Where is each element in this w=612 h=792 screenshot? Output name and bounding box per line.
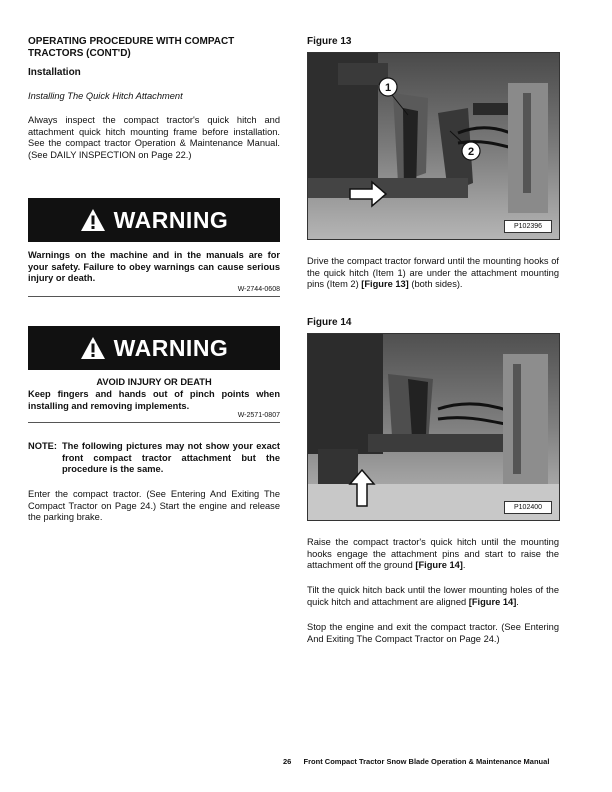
warning-banner-1 <box>28 198 280 242</box>
divider <box>28 422 280 423</box>
warning-code-2: W-2571-0807 <box>237 412 280 419</box>
raise-hitch-text-end: . <box>462 560 466 571</box>
warning-banner-2 <box>28 326 280 370</box>
warning-triangle-icon <box>80 336 106 360</box>
drive-forward-paragraph <box>307 256 559 291</box>
warning-text-2: Keep fingers and hands out of pinch points when installing and removing implements. <box>28 389 280 411</box>
tilt-hitch-text: Tilt the quick hitch back until the lower mounting holes of the quick hitch and attachment are aligned <box>307 585 559 607</box>
note-text: The following pictures may not show your exact front compact tractor attachment but the procedure is the same. <box>62 441 280 475</box>
raise-hitch-text: Raise the compact tractor's quick hitch until the mounting hooks engage the attachment pins and start to raise the attachment off the ground <box>307 537 559 571</box>
figure-13-ref: [Figure 13] <box>361 279 409 290</box>
drive-forward-text: Drive the compact tractor forward until the mounting hooks of the quick hitch (Item 1) are under the attachment mounting pins (Item 2) <box>307 256 559 290</box>
section-heading: OPERATING PROCEDURE WITH COMPACT TRACTORS (CONT'D) <box>28 36 235 59</box>
figure-14-code: P102400 <box>504 501 552 514</box>
note-block <box>28 441 280 476</box>
figure-13-label: Figure 13 <box>307 36 352 47</box>
inspection-paragraph: Always inspect the compact tractor's quick hitch and attachment quick hitch mounting frame before installation. See the compact tractor Operation & Maintenance Manual. (See DAILY INSPECTION on Page 22.) <box>28 115 280 160</box>
figure-14-ref-2: [Figure 14] <box>468 596 517 607</box>
quick-hitch-photo-13 <box>308 53 559 239</box>
tilt-hitch-text-end: . <box>516 596 519 607</box>
installation-subheading: Installation <box>28 67 81 78</box>
tilt-hitch-paragraph <box>307 585 559 608</box>
manual-title: Front Compact Tractor Snow Blade Operation & Maintenance Manual <box>303 757 550 766</box>
procedure-subheading: Installing The Quick Hitch Attachment <box>28 91 183 101</box>
page-footer <box>283 757 583 766</box>
warning-triangle-icon <box>80 208 106 232</box>
stop-engine-paragraph: Stop the engine and exit the compact tractor. (See Entering And Exiting The Compact Tractor on Page 24.) <box>307 622 559 644</box>
figure-14-label: Figure 14 <box>307 317 352 328</box>
warning-text-1: Warnings on the machine and in the manuals are for your safety. Failure to obey warnings can cause serious injury or death. <box>28 250 280 284</box>
enter-tractor-paragraph: Enter the compact tractor. (See Entering And Exiting The Compact Tractor on Page 24.) Start the engine and release the parking brake. <box>28 489 280 523</box>
raise-hitch-paragraph <box>307 537 559 572</box>
figure-13-photo <box>307 52 560 240</box>
figure-14-photo <box>307 333 560 521</box>
callout-1-label: 1 <box>384 82 392 94</box>
warning-code-1: W-2744-0608 <box>237 286 280 293</box>
warning-label-1: WARNING <box>113 206 229 233</box>
warning-label-2: WARNING <box>113 334 229 361</box>
page-number: 26 <box>283 757 292 766</box>
callout-2-label: 2 <box>467 146 475 158</box>
figure-13-code: P102396 <box>504 220 552 233</box>
quick-hitch-photo-14 <box>308 334 559 520</box>
drive-forward-text-end: (both sides). <box>408 279 463 290</box>
divider <box>28 296 280 297</box>
note-label: NOTE: <box>28 441 57 451</box>
warning-title-2: AVOID INJURY OR DEATH <box>96 377 212 387</box>
figure-14-ref-1: [Figure 14] <box>415 560 463 571</box>
